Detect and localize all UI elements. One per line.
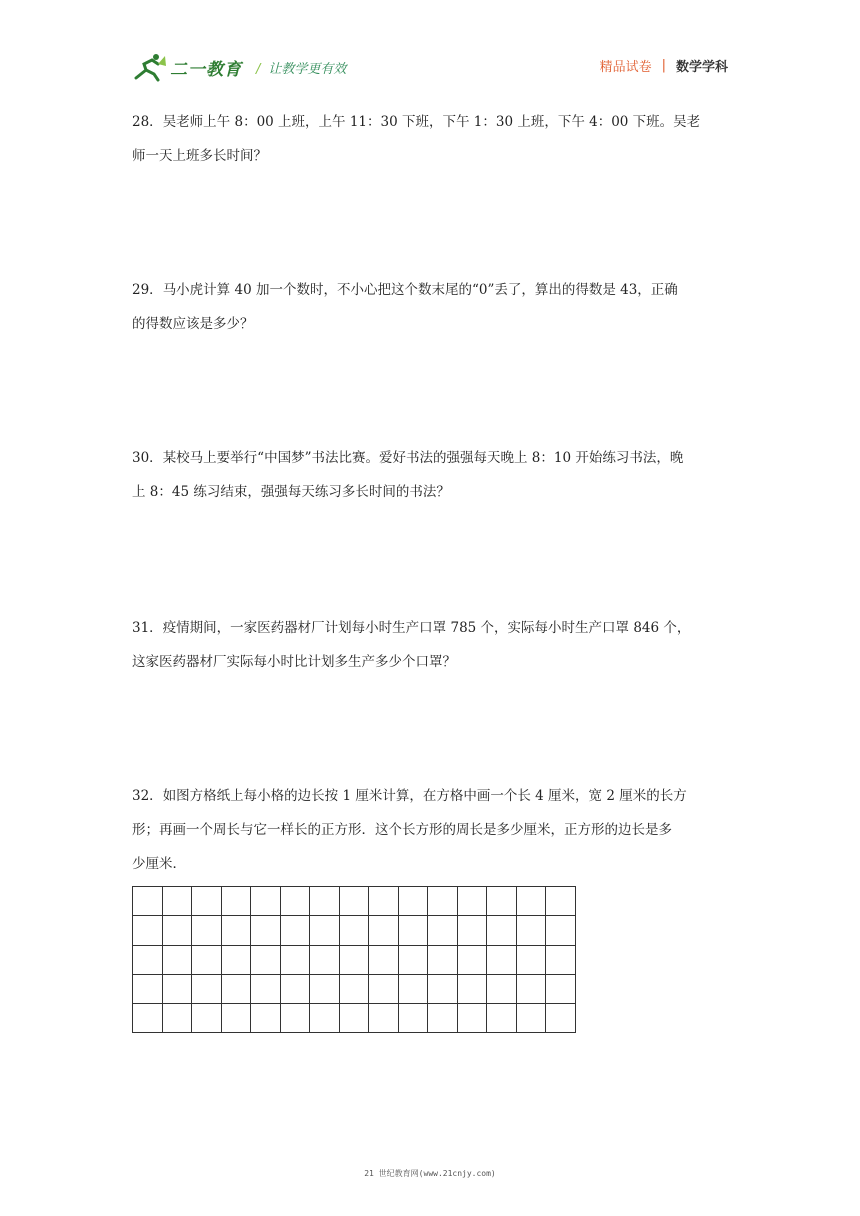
grid-row (133, 945, 576, 974)
question-number: 29． (132, 282, 163, 298)
grid-cell (221, 974, 251, 1003)
grid-cell (457, 1004, 487, 1033)
grid-row (133, 916, 576, 945)
grid-cell (192, 945, 222, 974)
grid-cell (133, 887, 163, 916)
question-number: 28． (132, 114, 163, 130)
grid-cell (162, 887, 192, 916)
grid-cell (162, 916, 192, 945)
tag-premium: 精品试卷 (599, 60, 652, 75)
question-line: 上 8：45 练习结束，强强每天练习多长时间的书法？ (132, 484, 450, 500)
grid-row (133, 1004, 576, 1033)
grid-cell (457, 945, 487, 974)
grid-cell (546, 916, 576, 945)
grid-cell (516, 916, 546, 945)
grid-cell (310, 887, 340, 916)
question-number: 31． (132, 620, 163, 636)
question-line: 的得数应该是多少？ (132, 316, 254, 332)
grid-cell (487, 1004, 517, 1033)
question-line: 这家医药器材厂实际每小时比计划多生产多少个口罩？ (132, 654, 456, 670)
grid-cell (546, 887, 576, 916)
grid-cell (192, 916, 222, 945)
grid-cell (251, 974, 281, 1003)
grid-cell (398, 887, 428, 916)
grid-cell (546, 974, 576, 1003)
grid-cell (398, 916, 428, 945)
question-31 (132, 611, 732, 679)
grid-cell (310, 1004, 340, 1033)
grid-cell (221, 945, 251, 974)
grid-cell (280, 887, 310, 916)
grid-cell (310, 974, 340, 1003)
tag-divider: | (661, 58, 666, 73)
grid-cell (369, 974, 399, 1003)
grid-cell (516, 945, 546, 974)
grid-cell (162, 974, 192, 1003)
grid-cell (428, 916, 458, 945)
page-footer: 21 世纪教育网(www.21cnjy.com) (364, 1169, 496, 1178)
grid-cell (516, 887, 546, 916)
tag-subject: 数学学科 (675, 60, 728, 75)
subject-tags (600, 56, 728, 75)
grid-cell (487, 916, 517, 945)
grid-cell (133, 974, 163, 1003)
grid-row (133, 887, 576, 916)
question-line: 师一天上班多长时间？ (132, 148, 267, 164)
grid-cell (310, 945, 340, 974)
slogan: / 让教学更有效 (256, 61, 347, 77)
grid-cell (280, 974, 310, 1003)
grid-cell (369, 945, 399, 974)
grid-cell (398, 1004, 428, 1033)
grid-cell (339, 945, 369, 974)
grid-cell (192, 887, 222, 916)
grid-cell (428, 1004, 458, 1033)
question-line: 30．某校马上要举行“中国梦”书法比赛。爱好书法的强强每天晚上 8：10 开始练习书法，晚 (132, 450, 684, 466)
grid-cell (280, 1004, 310, 1033)
brand-name: 二一教育 (170, 59, 242, 80)
question-line: 28．吴老师上午 8：00 上班，上午 11：30 下班，下午 1：30 上班，下午 4：00 下班。吴老 (132, 114, 701, 130)
grid-cell (516, 974, 546, 1003)
grid-cell (339, 974, 369, 1003)
question-line: 32．如图方格纸上每小格的边长按 1 厘米计算，在方格中画一个长 4 厘米，宽 2 厘米的长方 (132, 788, 687, 804)
grid-cell (339, 887, 369, 916)
logo (132, 52, 346, 82)
question-29 (132, 273, 732, 341)
grid-cell (251, 1004, 281, 1033)
runner-logo-icon (132, 52, 168, 82)
question-28 (132, 105, 732, 173)
question-line: 31．疫情期间，一家医药器材厂计划每小时生产口罩 785 个，实际每小时生产口罩 846 个， (132, 620, 691, 636)
grid-cell (546, 1004, 576, 1033)
grid-cell (457, 887, 487, 916)
grid-cell (457, 916, 487, 945)
question-line: 29．马小虎计算 40 加一个数时，不小心把这个数末尾的“0”丢了，算出的得数是 43，正确 (132, 282, 678, 298)
grid-cell (162, 1004, 192, 1033)
grid-cell (192, 1004, 222, 1033)
question-number: 30． (132, 450, 163, 466)
question-line: 少厘米． (132, 856, 186, 872)
grid-cell (516, 1004, 546, 1033)
grid-row (133, 974, 576, 1003)
grid-cell (487, 974, 517, 1003)
grid-cell (339, 1004, 369, 1033)
grid-cell (221, 1004, 251, 1033)
grid-cell (310, 916, 340, 945)
grid-cell (487, 887, 517, 916)
grid-cell (251, 916, 281, 945)
grid-cell (133, 916, 163, 945)
question-32 (132, 779, 732, 881)
grid-cell (369, 1004, 399, 1033)
grid-cell (457, 974, 487, 1003)
grid-cell (251, 945, 281, 974)
grid-cell (221, 916, 251, 945)
question-30 (132, 441, 732, 509)
grid-cell (546, 945, 576, 974)
grid-cell (398, 974, 428, 1003)
grid-cell (339, 916, 369, 945)
slogan-text: 让教学更有效 (268, 61, 347, 77)
square-grid-paper (132, 886, 576, 1033)
grid-cell (369, 916, 399, 945)
grid-cell (251, 887, 281, 916)
grid-cell (428, 887, 458, 916)
grid-cell (280, 916, 310, 945)
page-header (132, 46, 728, 86)
grid-cell (428, 974, 458, 1003)
question-line: 形；再画一个周长与它一样长的正方形．这个长方形的周长是多少厘米，正方形的边长是多 (132, 822, 672, 838)
grid-cell (428, 945, 458, 974)
grid-cell (162, 945, 192, 974)
grid-cell (487, 945, 517, 974)
grid-cell (398, 945, 428, 974)
question-number: 32． (132, 788, 163, 804)
grid-cell (192, 974, 222, 1003)
grid-cell (280, 945, 310, 974)
grid-cell (133, 1004, 163, 1033)
grid-cell (133, 945, 163, 974)
grid-cell (221, 887, 251, 916)
grid-cell (369, 887, 399, 916)
